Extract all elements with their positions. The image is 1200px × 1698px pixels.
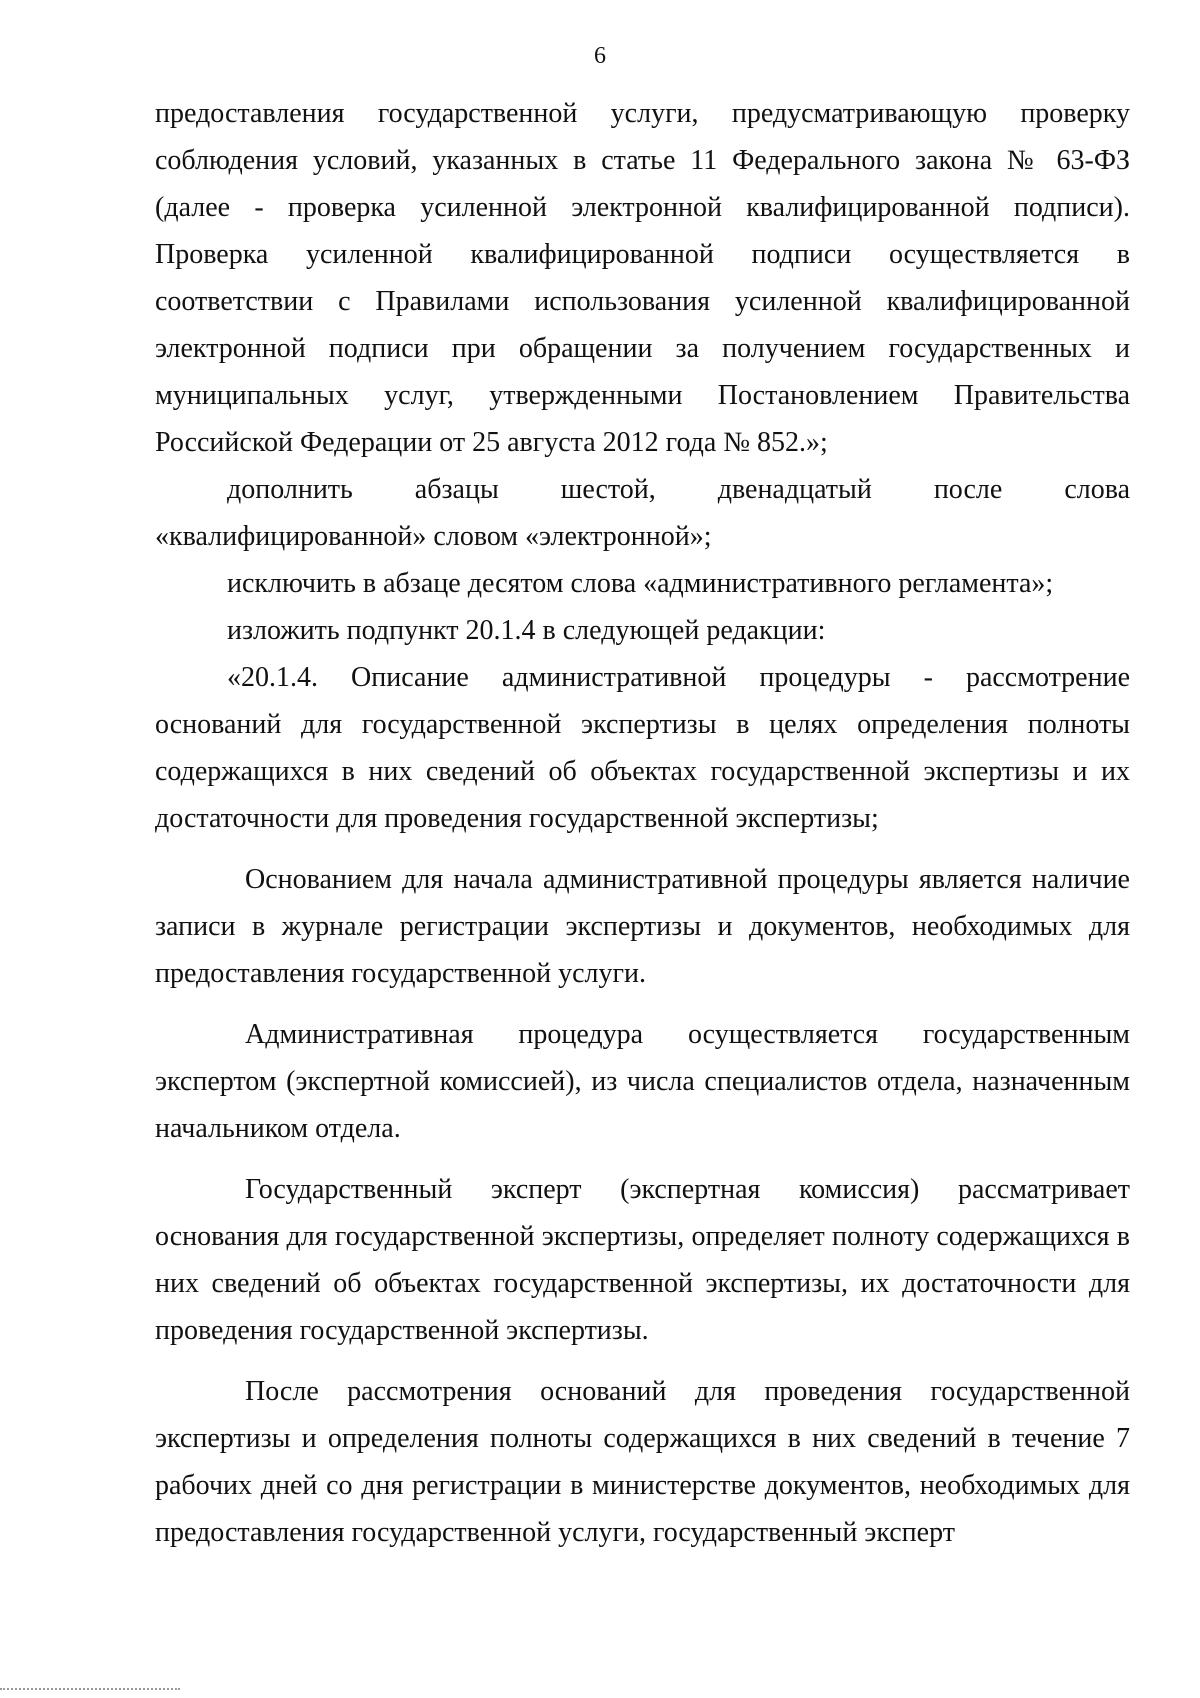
scan-edge-mark	[0, 1688, 180, 1690]
paragraph-procedure-description: «20.1.4. Описание административной процедуры - рассмотрение оснований для государственной экспертизы в целях определения полноты содержащихся в них сведений об объектах государственной экспертизы и их достаточности для проведения государственной экспертизы;	[155, 662, 1130, 834]
paragraph-restate-subclause: изложить подпункт 20.1.4 в следующей редакции:	[227, 615, 826, 646]
document-body	[155, 90, 1130, 1556]
paragraph-supplement-paragraphs: дополнить абзацы шестой, двенадцатый после слова «квалифицированной» словом «электронной»;	[155, 474, 1130, 552]
paragraph-after-review: После рассмотрения оснований для проведения государственной экспертизы и определения полноты содержащихся в них сведений в течение 7 рабочих дней со дня регистрации в министерстве документов, необходимых для предоставления государственной услуги, государственный эксперт	[155, 1376, 1130, 1548]
paragraph-procedure-executor: Административная процедура осуществляется государственным экспертом (экспертной комиссией), из числа специалистов отдела, назначенным начальником отдела.	[155, 1019, 1130, 1144]
paragraph-signature-verification: предоставления государственной услуги, предусматривающую проверку соблюдения условий, указанных в статье 11 Федерального закона № 63-ФЗ (далее - проверка усиленной электронной квалифицированной подписи). Проверка усиленной квалифицированной подписи осуществляется в соответствии с Правилами использования усиленной квалифицированной электронной подписи при обращении за получением государственных и муниципальных услуг, утвержденными Постановлением Правительства Российской Федерации от 25 августа 2012 года № 852.»;	[155, 98, 1130, 458]
paragraph-procedure-basis: Основанием для начала административной процедуры является наличие записи в журнале регистрации экспертизы и документов, необходимых для предоставления государственной услуги.	[155, 864, 1130, 989]
paragraph-exclude-words: исключить в абзаце десятом слова «административного регламента»;	[227, 568, 1054, 599]
paragraph-expert-review: Государственный эксперт (экспертная комиссия) рассматривает основания для государственной экспертизы, определяет полноту содержащихся в них сведений об объектах государственной экспертизы, их достаточности для проведения государственной экспертизы.	[155, 1174, 1130, 1346]
page-number: 6	[594, 43, 606, 69]
